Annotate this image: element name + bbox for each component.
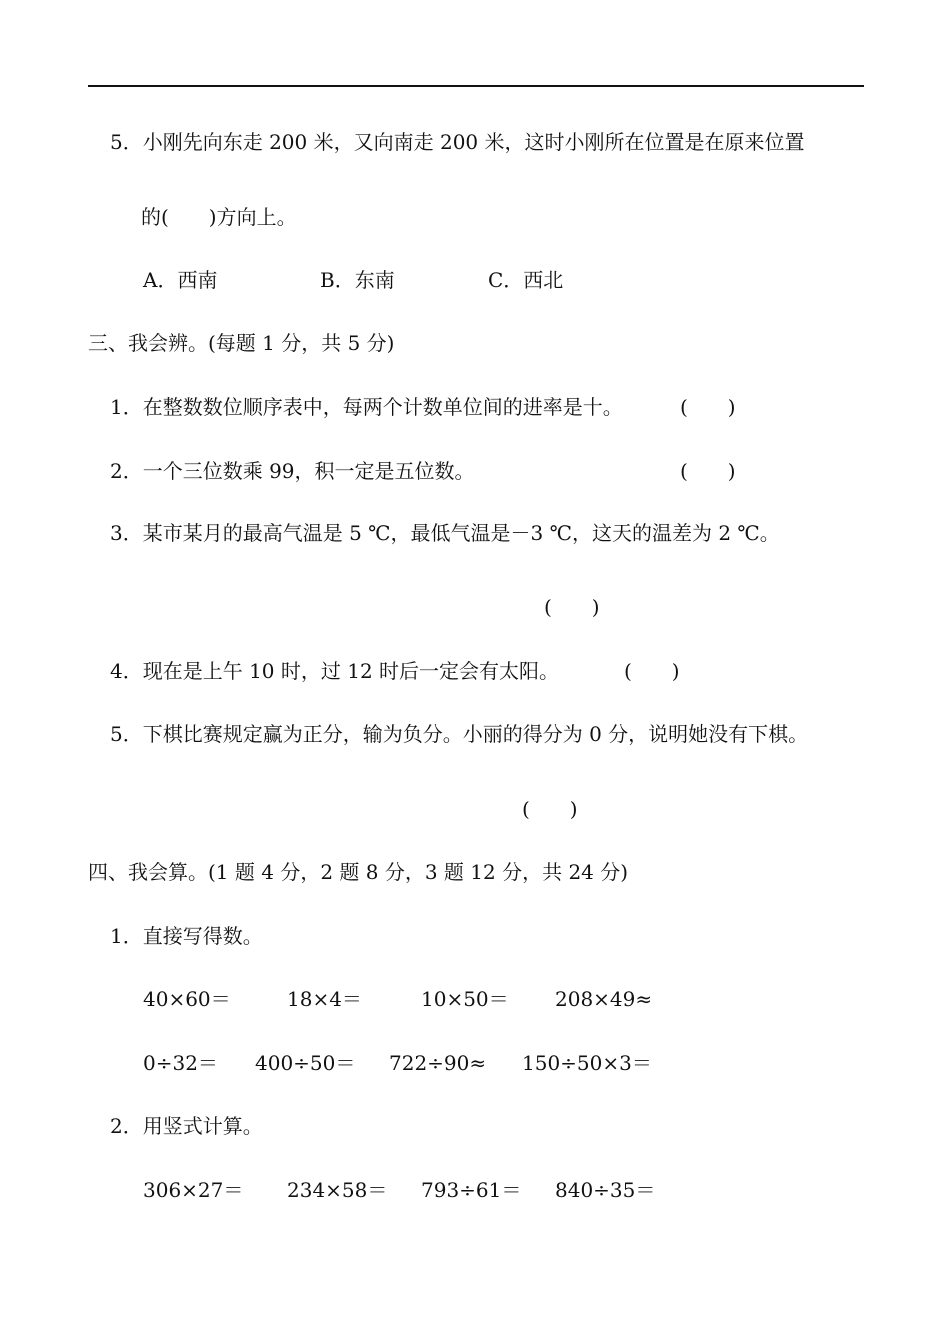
section-3-title: 三、我会辨。(每题 1 分，共 5 分)	[88, 331, 395, 355]
vertical-calc-expr: 840÷35＝	[555, 1178, 656, 1202]
section-4-title: 四、我会算。(1 题 4 分，2 题 8 分，3 题 12 分，共 24 分)	[88, 860, 629, 884]
calc-expr: 150÷50×3＝	[522, 1051, 652, 1075]
calc-q2-title: 2．用竖式计算。	[110, 1114, 263, 1138]
vertical-calc-expr: 306×27＝	[143, 1178, 244, 1202]
calc-expr: 10×50＝	[421, 987, 509, 1011]
judge-item-1: 1．在整数数位顺序表中，每两个计数单位间的进率是十。	[110, 395, 623, 419]
judge-item-2: 2．一个三位数乘 99，积一定是五位数。	[110, 459, 475, 483]
header-rule	[88, 85, 864, 87]
calc-expr: 40×60＝	[143, 987, 231, 1011]
calc-q1-title: 1．直接写得数。	[110, 924, 263, 948]
question-5-line-2: 的( )方向上。	[141, 205, 297, 229]
calc-expr: 722÷90≈	[389, 1051, 487, 1075]
judge-item-4: 4．现在是上午 10 时，过 12 时后一定会有太阳。	[110, 659, 560, 683]
calc-expr: 18×4＝	[287, 987, 362, 1011]
judge-item-5-answer: ( )	[522, 797, 578, 821]
question-5-line-1: 5．小刚先向东走 200 米，又向南走 200 米，这时小刚所在位置是在原来位置	[110, 130, 805, 154]
calc-expr: 0÷32＝	[143, 1051, 218, 1075]
judge-item-4-answer: ( )	[624, 659, 680, 683]
judge-item-3: 3．某市某月的最高气温是 5 ℃，最低气温是－3 ℃，这天的温差为 2 ℃。	[110, 521, 780, 545]
judge-item-1-answer: ( )	[680, 395, 736, 419]
choice-a: A．西南	[143, 268, 218, 292]
choice-c: C．西北	[488, 268, 564, 292]
judge-item-3-answer: ( )	[544, 595, 600, 619]
judge-item-5: 5．下棋比赛规定赢为正分，输为负分。小丽的得分为 0 分，说明她没有下棋。	[110, 722, 809, 746]
vertical-calc-expr: 234×58＝	[287, 1178, 388, 1202]
calc-expr: 400÷50＝	[255, 1051, 356, 1075]
judge-item-2-answer: ( )	[680, 459, 736, 483]
calc-expr: 208×49≈	[555, 987, 653, 1011]
vertical-calc-expr: 793÷61＝	[421, 1178, 522, 1202]
choice-b: B．东南	[320, 268, 395, 292]
